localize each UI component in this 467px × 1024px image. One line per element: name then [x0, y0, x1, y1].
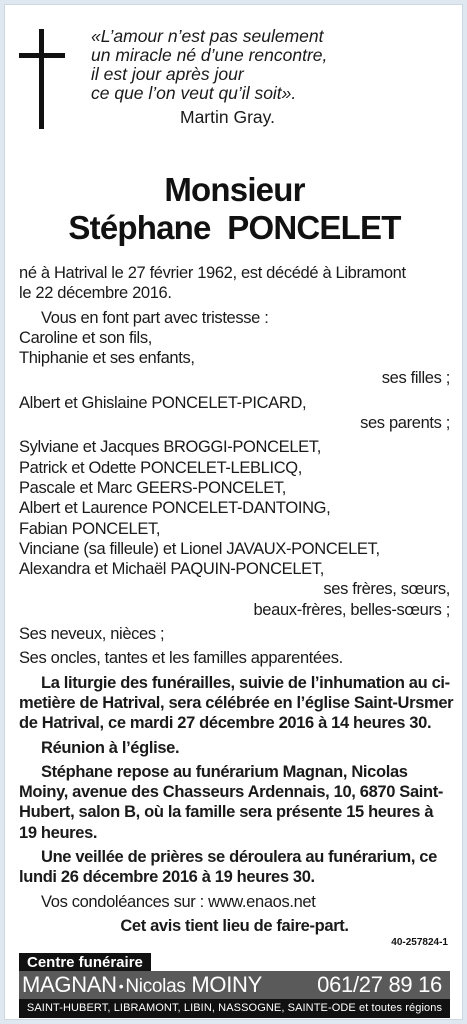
sibling-entry: Sylviane et Jacques BROGGI-PONCELET,: [19, 438, 321, 457]
family-entry: Ses oncles, tantes et les familles apparentées.: [19, 649, 343, 668]
funeral-home-banner: [5, 949, 463, 1020]
notice-body: [19, 263, 454, 936]
bullet-separator: •: [118, 978, 124, 995]
siblings-role: beaux-frères, belles-sœurs ;: [253, 600, 450, 619]
sibling-entry: Fabian PONCELET,: [19, 519, 161, 538]
intro-line: le 22 décembre 2016.: [19, 284, 172, 303]
meeting-text: Réunion à l’église.: [41, 738, 180, 757]
title-honorific: Monsieur: [164, 171, 305, 208]
funeral-home-name: MAGNAN: [22, 972, 117, 997]
quote-author: Martin Gray.: [180, 107, 275, 127]
obituary-notice: [4, 4, 463, 1020]
rest-line: Moiny, avenue des Chasseurs Ardennais, 10, 6870 Saint-: [19, 783, 444, 802]
liturgy-line: La liturgie des funérailles, suivie de l’inhumation au ci-: [41, 673, 450, 692]
funeral-home-surname: MOINY: [191, 972, 263, 997]
cross-icon: [19, 29, 65, 129]
condolences-text: Vos condoléances sur : www.enaos.net: [41, 892, 316, 911]
vigil-line: lundi 26 décembre 2016 à 19 heures 30.: [19, 868, 315, 887]
funeral-home-firstname: Nicolas: [125, 976, 186, 997]
funeral-home-name-band: [19, 971, 450, 999]
nephews-entry: Ses neveux, nièces ;: [19, 625, 165, 644]
intro-line: né à Hatrival le 27 février 1962, est décédé à Libramont: [19, 264, 406, 282]
funeral-home-phone: 061/27 89 16: [317, 972, 442, 997]
vigil-line: Une veillée de prières se déroulera au funérarium, ce: [41, 848, 437, 867]
funeral-home-label: Centre funéraire: [19, 953, 151, 972]
sibling-entry: Pascale et Marc GEERS-PONCELET,: [19, 478, 286, 497]
daughter-entry: Thiphanie et ses enfants,: [19, 349, 195, 368]
quote-line: «L’amour n’est pas seulement: [91, 26, 324, 46]
daughters-role: ses filles ;: [381, 369, 450, 388]
liturgy-line: metière de Hatrival, sera célébrée en l’église Saint-Ursmer: [19, 693, 454, 712]
parents-role: ses parents ;: [360, 414, 450, 433]
sibling-entry: Albert et Laurence PONCELET-DANTOING,: [19, 499, 331, 518]
funeral-home-locations: SAINT-HUBERT, LIBRAMONT, LIBIN, NASSOGNE, SAINTE-ODE et toutes régions: [19, 999, 450, 1018]
quote-line: un miracle né d’une rencontre,: [91, 45, 328, 65]
sibling-entry: Alexandra et Michaël PAQUIN-PONCELET,: [19, 560, 324, 579]
reference-number: 40-257824-1: [391, 937, 448, 948]
sibling-entry: Vinciane (sa filleule) et Lionel JAVAUX-PONCELET,: [19, 539, 380, 558]
epigraph-quote: [91, 27, 381, 103]
quote-line: il est jour après jour: [91, 64, 244, 84]
rest-line: Stéphane repose au funérarium Magnan, Nicolas: [41, 762, 408, 781]
daughter-entry: Caroline et son fils,: [19, 328, 152, 347]
rest-line: 19 heures.: [19, 823, 98, 842]
parents-entry: Albert et Ghislaine PONCELET-PICARD,: [19, 393, 307, 412]
liturgy-line: de Hatrival, ce mardi 27 décembre 2016 à 14 heures 30.: [19, 714, 432, 733]
quote-line: ce que l’on veut qu’il soit».: [91, 83, 297, 103]
announce-text: Vous en font part avec tristesse :: [41, 308, 269, 327]
sibling-entry: Patrick et Odette PONCELET-LEBLICQ,: [19, 458, 303, 477]
deceased-name: Stéphane PONCELET: [68, 209, 401, 246]
rest-line: Hubert, salon B, où la famille sera présente 15 heures à: [19, 803, 434, 822]
notice-footer-text: Cet avis tient lieu de faire-part.: [120, 916, 349, 935]
siblings-role: ses frères, sœurs,: [323, 580, 450, 599]
